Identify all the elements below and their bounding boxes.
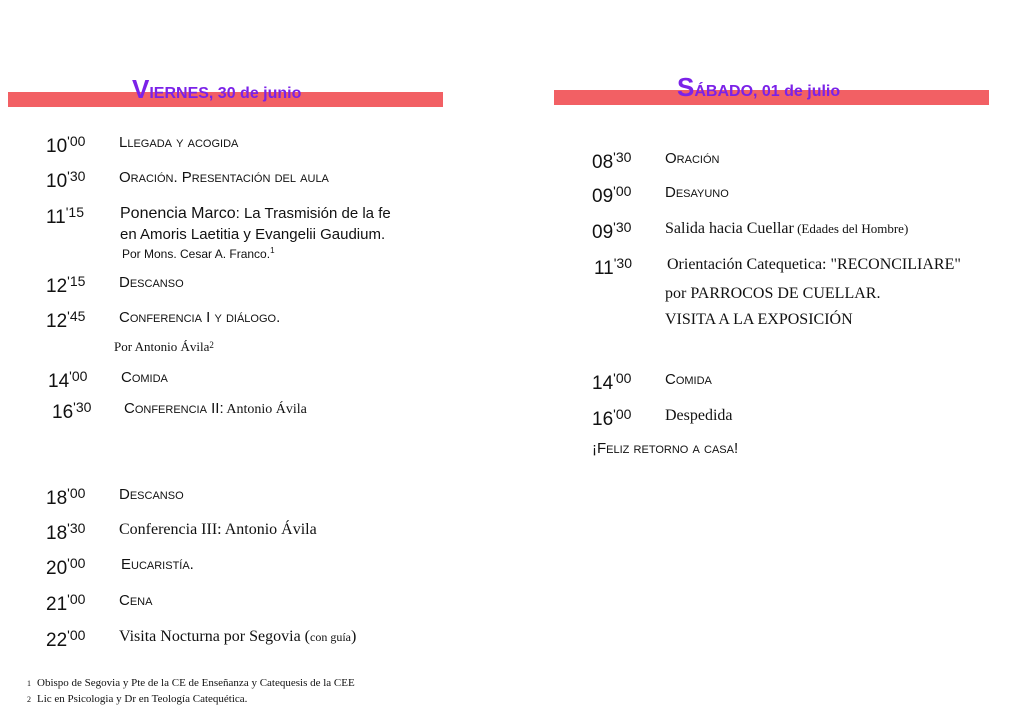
- event-label-line3: VISITA A LA EXPOSICIÓN: [665, 311, 853, 328]
- time-10-00: $10^{'00}$: [46, 133, 86, 157]
- time-09-00: $09^{'00}$: [592, 183, 632, 207]
- time-18-30: $18^{'30}$: [46, 520, 86, 544]
- time-21-00: $21^{'00}$: [46, 591, 86, 615]
- event-label: Comida: [121, 369, 168, 386]
- event-speaker: Por Mons. Cesar A. Franco.$^1$: [122, 246, 275, 261]
- time-10-30: $10^{'30}$: [46, 168, 86, 192]
- time-12-45: $12^{'45}$: [46, 308, 86, 332]
- event-label: Visita Nocturna por Segovia (con guía): [119, 628, 357, 645]
- event-speaker: Por Antonio Ávila$^2$: [114, 339, 214, 354]
- footnote: 1 Obispo de Segovia y Pte de la CE de Enseñanza y Catequesis de la CEE: [27, 677, 355, 689]
- event-label-line2: por PARROCOS DE CUELLAR.: [665, 285, 881, 302]
- event-label: Conferencia III: Antonio Ávila: [119, 521, 317, 538]
- event-label: Ponencia Marco: La Trasmisión de la fe: [120, 205, 391, 222]
- farewell-text: ¡Feliz retorno a casa!: [592, 440, 739, 457]
- time-18-00: $18^{'00}$: [46, 485, 86, 509]
- event-label: Llegada y acogida: [119, 134, 239, 151]
- time-12-15: $12^{'15}$: [46, 273, 86, 297]
- footnote: 2 Lic en Psicologia y Dr en Teología Catequética.: [27, 693, 248, 705]
- time-14-00: $14^{'00}$: [48, 368, 88, 392]
- event-label: Descanso: [119, 486, 184, 503]
- event-label: Orientación Catequetica: "RECONCILIARE": [667, 256, 961, 273]
- event-label: Oración: [665, 150, 720, 167]
- event-label: Desayuno: [665, 184, 729, 201]
- event-label: Salida hacia Cuellar (Edades del Hombre): [665, 220, 909, 237]
- time-14-00-sat: $14^{'00}$: [592, 370, 632, 394]
- event-label: Cena: [119, 592, 153, 609]
- time-08-30: $08^{'30}$: [592, 149, 632, 173]
- time-22-00: $22^{'00}$: [46, 627, 86, 651]
- time-11-30: $11^{'30}$: [594, 255, 632, 279]
- saturday-title: SÁBADO, 01 de julio: [677, 72, 841, 102]
- time-09-30: $09^{'30}$: [592, 219, 632, 243]
- event-label: Despedida: [665, 407, 733, 424]
- event-label-line2: en Amoris Laetitia y Evangelii Gaudium.: [120, 226, 386, 243]
- time-11-15: $11^{'15}$: [46, 204, 84, 228]
- friday-title: VIERNES, 30 de junio: [132, 74, 302, 104]
- event-label: Comida: [665, 371, 712, 388]
- event-label: Eucaristía.: [121, 556, 194, 573]
- time-16-30: $16^{'30}$: [52, 399, 92, 423]
- time-20-00: $20^{'00}$: [46, 555, 86, 579]
- event-label: Conferencia II: Antonio Ávila: [124, 400, 307, 417]
- event-label: Descanso: [119, 274, 184, 291]
- event-label: Oración. Presentación del aula: [119, 169, 329, 186]
- event-label: Conferencia I y diálogo.: [119, 309, 281, 326]
- time-16-00: $16^{'00}$: [592, 406, 632, 430]
